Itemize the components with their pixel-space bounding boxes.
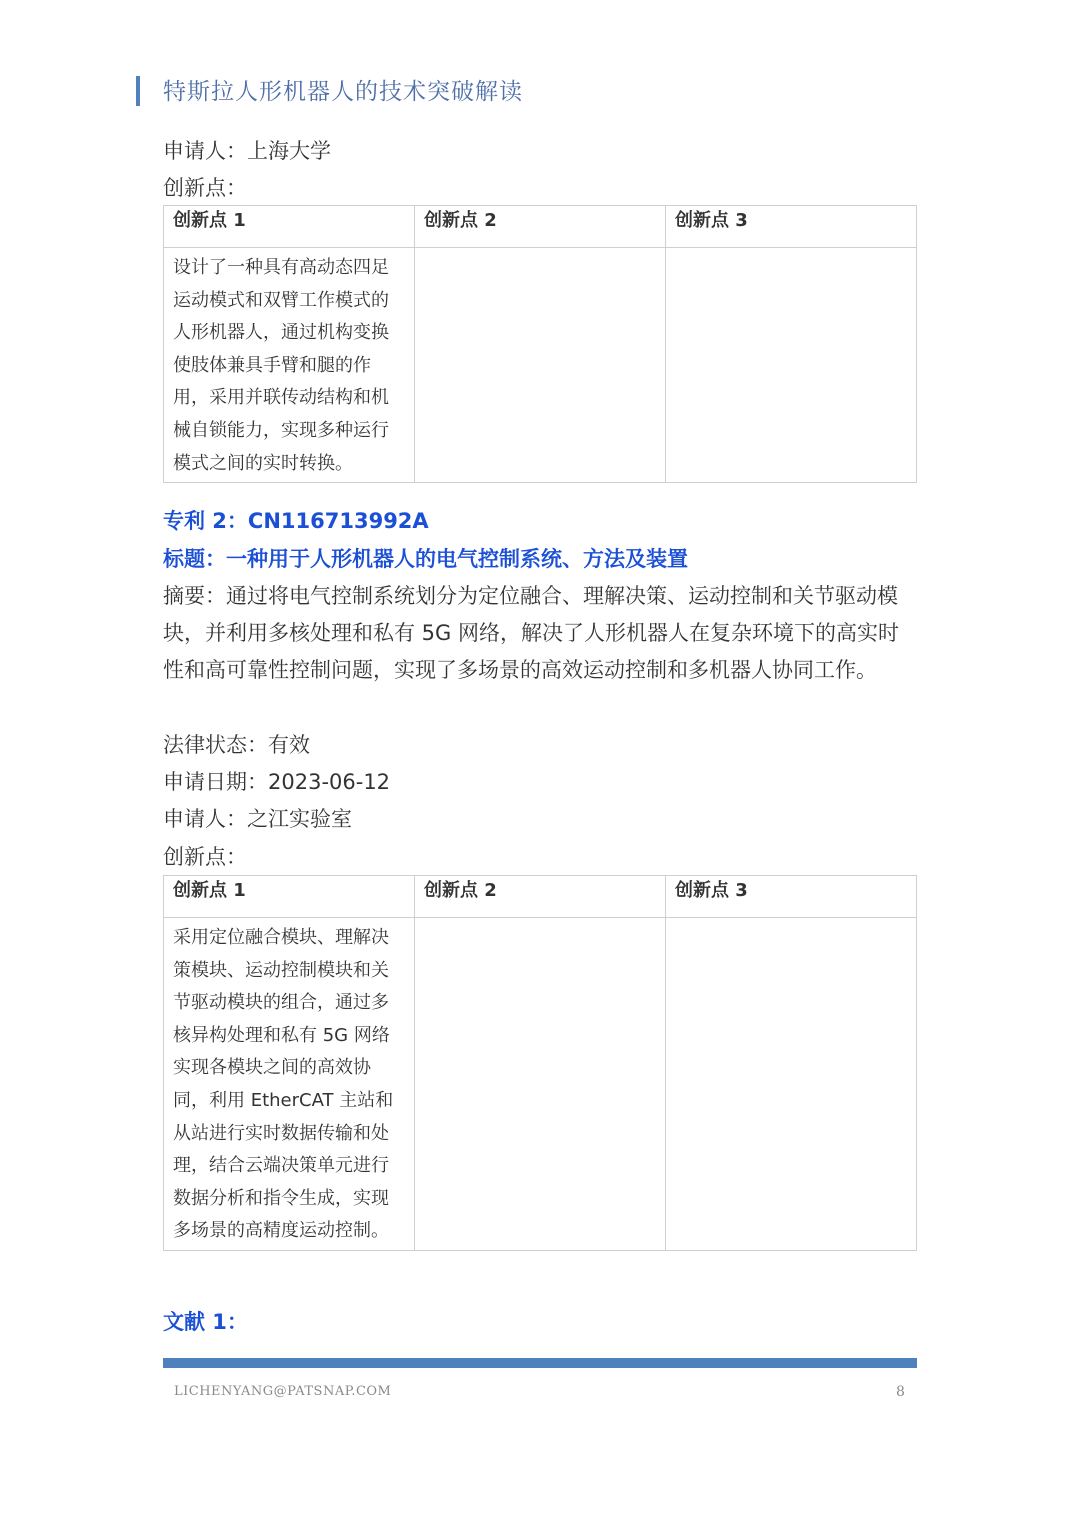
table-cell	[666, 918, 917, 1251]
table-header-cell: 创新点 1	[164, 876, 415, 918]
table-header-row	[164, 206, 917, 248]
table-row	[164, 918, 917, 1251]
page-number: 8	[896, 1384, 905, 1400]
patent-abstract: 摘要：通过将电气控制系统划分为定位融合、理解决策、运动控制和关节驱动模块，并利用多核处理和私有 5G 网络，解决了人形机器人在复杂环境下的高实时性和高可靠性控制问题，实现了多场景的高效运动控制和多机器人协同工作。	[163, 584, 899, 682]
patent-number: 专利 2：CN116713992A	[163, 509, 429, 533]
legal-status: 法律状态：有效	[163, 733, 310, 757]
table-header-cell: 创新点 2	[415, 876, 666, 918]
innovation-table	[163, 875, 917, 1251]
innovation-table	[163, 205, 917, 483]
table-header-cell: 创新点 3	[666, 876, 917, 918]
header-accent-bar	[136, 76, 140, 106]
literature-heading: 文献 1：	[163, 1310, 248, 1334]
table-cell	[666, 248, 917, 483]
footer-rule	[163, 1358, 917, 1368]
table-cell	[415, 248, 666, 483]
table-header-cell: 创新点 2	[415, 206, 666, 248]
table-row	[164, 248, 917, 483]
filing-date: 申请日期：2023-06-12	[163, 770, 391, 794]
table-header-row	[164, 876, 917, 918]
applicant-line: 申请人：之江实验室	[163, 807, 352, 831]
innovation-label: 创新点：	[163, 176, 247, 200]
patent-title: 标题：一种用于人形机器人的电气控制系统、方法及装置	[163, 547, 688, 571]
table-cell: 设计了一种具有高动态四足运动模式和双臂工作模式的人形机器人，通过机构变换使肢体兼具手臂和腿的作用，采用并联传动结构和机械自锁能力，实现多种运行模式之间的实时转换。	[164, 248, 415, 483]
table-cell: 采用定位融合模块、理解决策模块、运动控制模块和关节驱动模块的组合，通过多核异构处理和私有 5G 网络实现各模块之间的高效协同，利用 EtherCAT 主站和从站进行实时数据传输和处理，结合云端决策单元进行数据分析和指令生成，实现多场景的高精度运动控制。	[164, 918, 415, 1251]
table-header-cell: 创新点 3	[666, 206, 917, 248]
table-cell	[415, 918, 666, 1251]
footer-email: LICHENYANG@PATSNAP.COM	[174, 1384, 392, 1399]
header-title: 特斯拉人形机器人的技术突破解读	[163, 79, 523, 105]
innovation-label: 创新点：	[163, 845, 247, 869]
applicant-line: 申请人：上海大学	[163, 139, 331, 163]
table-header-cell: 创新点 1	[164, 206, 415, 248]
